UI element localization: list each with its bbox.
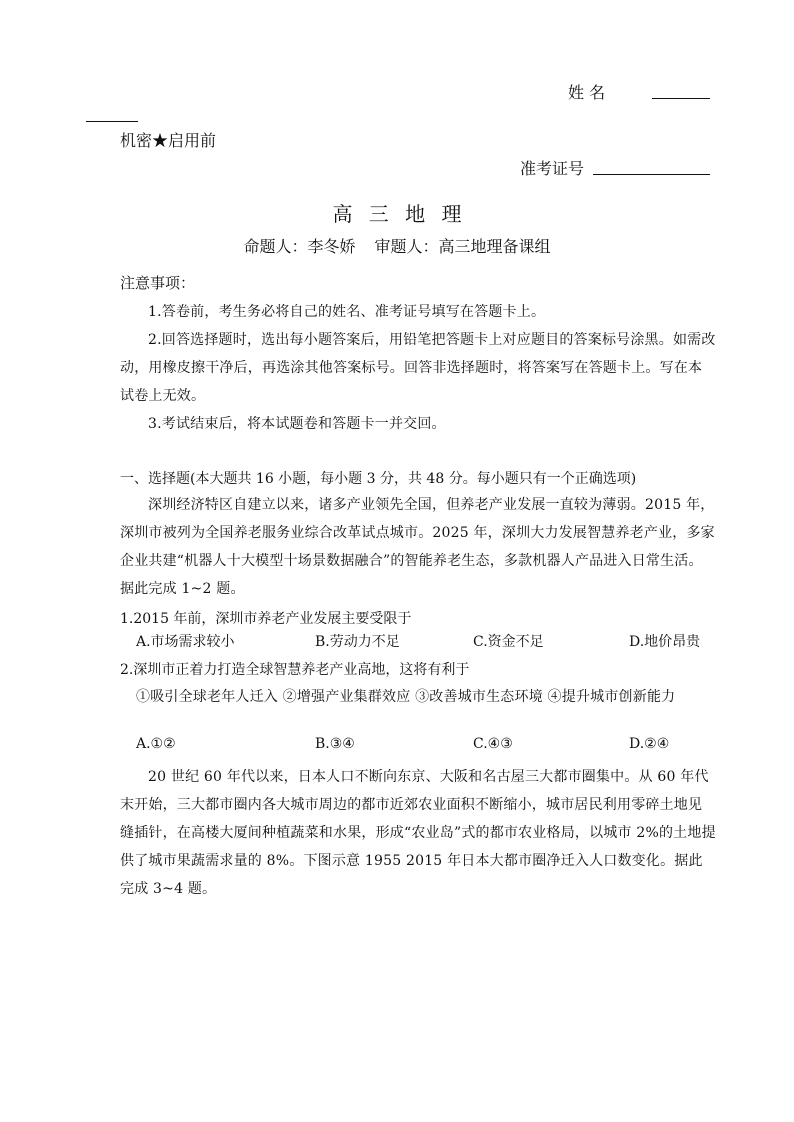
- passage-2: 20 世纪 60 年代以来，日本人口不断向东京、大阪和名古屋三大都市圈集中。从 60 年代末开始，三大都市圈内各大城市周边的都市近郊农业面积不断缩小，城市居民利用零碎土地见缝插针，在高楼大厦间种植蔬菜和水果，形成“农业岛”式的都市农业格局，以城市 2%的土地提供了城市果蔬需求量的 8%。下图示意 1955 2015 年日本大都市圈净迁入人口数变化。据此完成 3~4 题。: [120, 769, 716, 897]
- notice-item-2: 2.回答选择题时，选出每小题答案后，用铅笔把答题卡上对应题目的答案标号涂黑。如需改动，用橡皮擦干净后，再选涂其他答案标号。回答非选择题时，将答案写在答题卡上。写在本试卷上无效。: [120, 332, 716, 404]
- name-label: 姓 名: [568, 83, 606, 102]
- exam-id-label: 准考证号: [520, 159, 585, 178]
- question-2-statements: ①吸引全球老年人迁入 ②增强产业集群效应 ③改善城市生态环境 ④提升城市创新能力: [136, 689, 676, 705]
- question-2-option-d[interactable]: D.②④: [629, 736, 670, 752]
- section-heading: 一、选择题(本大题共 16 小题，每小题 3 分，共 48 分。每小题只有一个正确选项): [120, 471, 637, 487]
- question-2-stem: 2.深圳市正着力打造全球智慧养老产业高地，这将有利于: [120, 662, 470, 678]
- notice-heading: 注意事项：: [120, 274, 196, 292]
- notice-item-3: 3.考试结束后，将本试题卷和答题卡一并交回。: [148, 416, 446, 432]
- exam-id-blank[interactable]: [593, 174, 710, 175]
- exam-title: 高 三 地 理: [332, 202, 462, 226]
- name-blank[interactable]: [652, 98, 710, 99]
- question-1-option-b[interactable]: B.劳动力不足: [315, 634, 400, 650]
- passage-1: 深圳经济特区自建立以来，诸多产业领先全国，但养老产业发展一直较为薄弱。2015 年，深圳市被列为全国养老服务业综合改革试点城市。2025 年，深圳大力发展智慧养老产业，多家企业共建“机器人十大模型十场景数据融合”的智能养老生态，多款机器人产品进入日常生活。据此完成 1~2 题。: [120, 497, 715, 597]
- question-2-option-c[interactable]: C.④③: [473, 736, 513, 752]
- question-1-option-d[interactable]: D.地价昂贵: [629, 634, 701, 650]
- question-1-option-c[interactable]: C.资金不足: [473, 634, 544, 650]
- notice-item-1: 1.答卷前，考生务必将自己的姓名、准考证号填写在答题卡上。: [148, 304, 546, 320]
- question-2-option-b[interactable]: B.③④: [315, 736, 355, 752]
- question-1-option-a[interactable]: A.市场需求较小: [136, 634, 235, 650]
- exam-authors: 命题人：李冬娇 审题人：高三地理备课组: [243, 237, 551, 256]
- question-1-stem: 1.2015 年前，深圳市养老产业发展主要受限于: [120, 611, 412, 627]
- name-blank-continuation: [86, 121, 138, 122]
- question-2-option-a[interactable]: A.①②: [136, 736, 176, 752]
- confidential-label: 机密★启用前: [120, 131, 217, 150]
